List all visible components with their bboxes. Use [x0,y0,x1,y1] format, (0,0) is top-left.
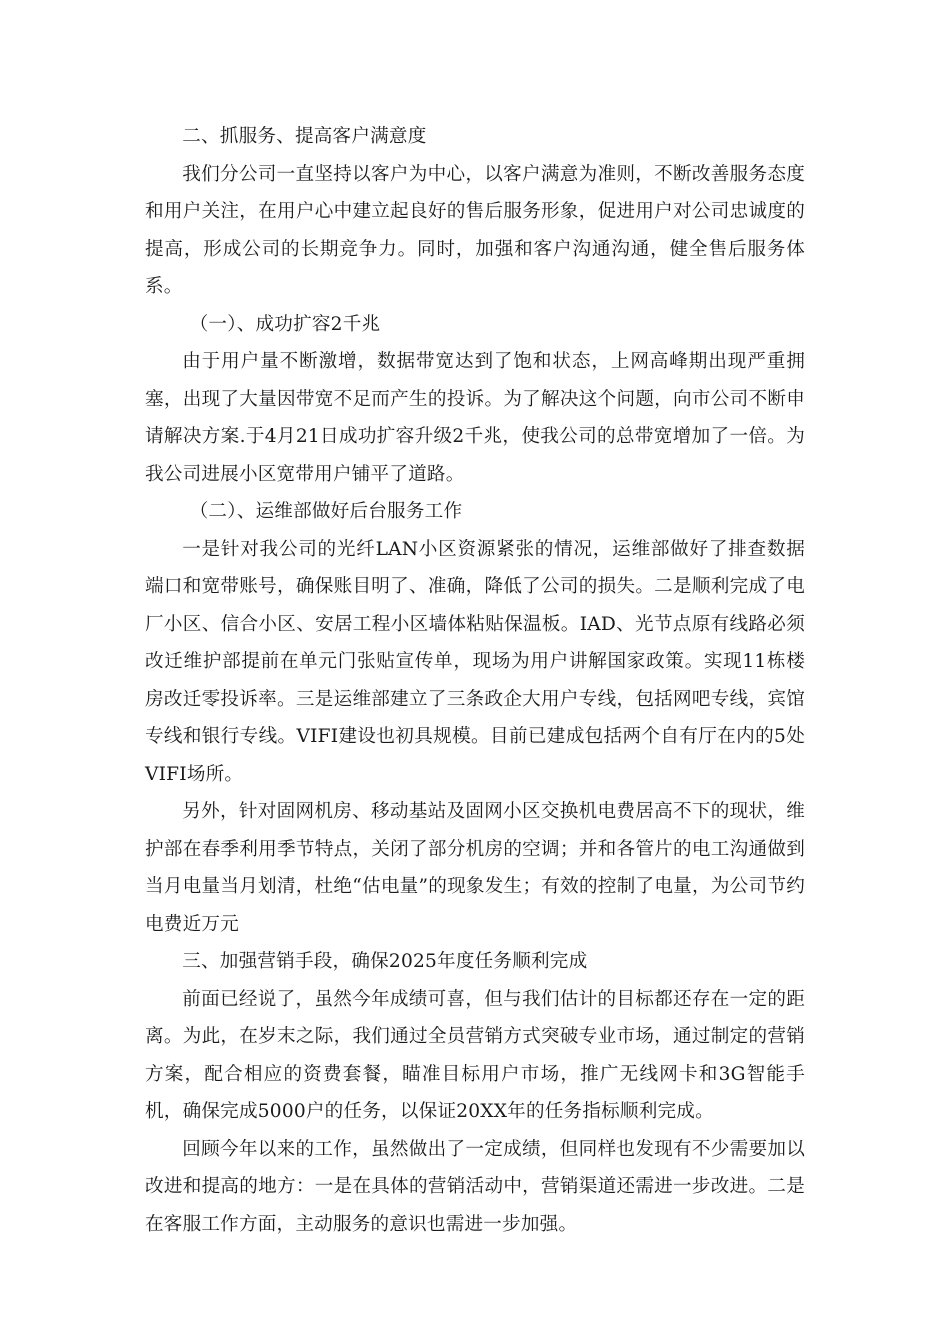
paragraph-review-summary: 回顾今年以来的工作，虽然做出了一定成绩，但同样也发现有不少需要加以改进和提高的地方：一是在具体的营销活动中，营销渠道还需进一步改进。二是在客服工作方面，主动服务的意识也需进一步加强。 [145,1138,805,1235]
paragraph-bandwidth-expansion: 由于用户量不断激增，数据带宽达到了饱和状态，上网高峰期出现严重拥塞，出现了大量因带宽不足而产生的投诉。为了解决这个问题，向市公司不断申请解决方案.于4月21日成功扩容升级2千兆，使我公司的总带宽增加了一倍。为我公司进展小区宽带用户铺平了道路。 [145,351,805,485]
document-body [145,118,805,1243]
section-heading-service: 二、抓服务、提高客户满意度 [182,126,427,147]
paragraph-electricity-saving: 另外，针对固网机房、移动基站及固网小区交换机电费居高不下的现状，维护部在春季利用季节特点，关闭了部分机房的空调；并和各管片的电工沟通做到当月电量当月划清，杜绝“估电量”的现象发生；有效的控制了电量，为公司节约电费近万元 [145,801,805,935]
paragraph-service-intro: 我们分公司一直坚持以客户为中心，以客户满意为准则，不断改善服务态度和用户关注，在用户心中建立起良好的售后服务形象，促进用户对公司忠诚度的提高，形成公司的长期竞争力。同时，加强和客户沟通沟通，健全售后服务体系。 [145,163,805,297]
section-heading-marketing: 三、加强营销手段，确保2025年度任务顺利完成 [182,951,588,972]
paragraph-operations-support: 一是针对我公司的光纤LAN小区资源紧张的情况，运维部做好了排查数据端口和宽带账号，确保账目明了、准确，降低了公司的损失。二是顺利完成了电厂小区、信合小区、安居工程小区墙体粘贴保温板。IAD、光节点原有线路必须改迁维护部提前在单元门张贴宣传单，现场为用户讲解国家政策。实现11栋楼房改迁零投诉率。三是运维部建立了三条政企大用户专线，包括网吧专线，宾馆专线和银行专线。VIFI建设也初具规模。目前已建成包括两个自有厅在内的5处VIFI场所。 [145,538,805,785]
paragraph-marketing-plan: 前面已经说了，虽然今年成绩可喜，但与我们估计的目标都还存在一定的距离。为此，在岁末之际，我们通过全员营销方式突破专业市场，通过制定的营销方案，配合相应的资费套餐，瞄准目标用户市场，推广无线网卡和3G智能手机，确保完成5000户的任务，以保证20XX年的任务指标顺利完成。 [145,988,805,1122]
subheading-bandwidth-expansion: （一）、成功扩容2千兆 [189,313,381,335]
subheading-operations-support: （二）、运维部做好后台服务工作 [189,501,463,522]
